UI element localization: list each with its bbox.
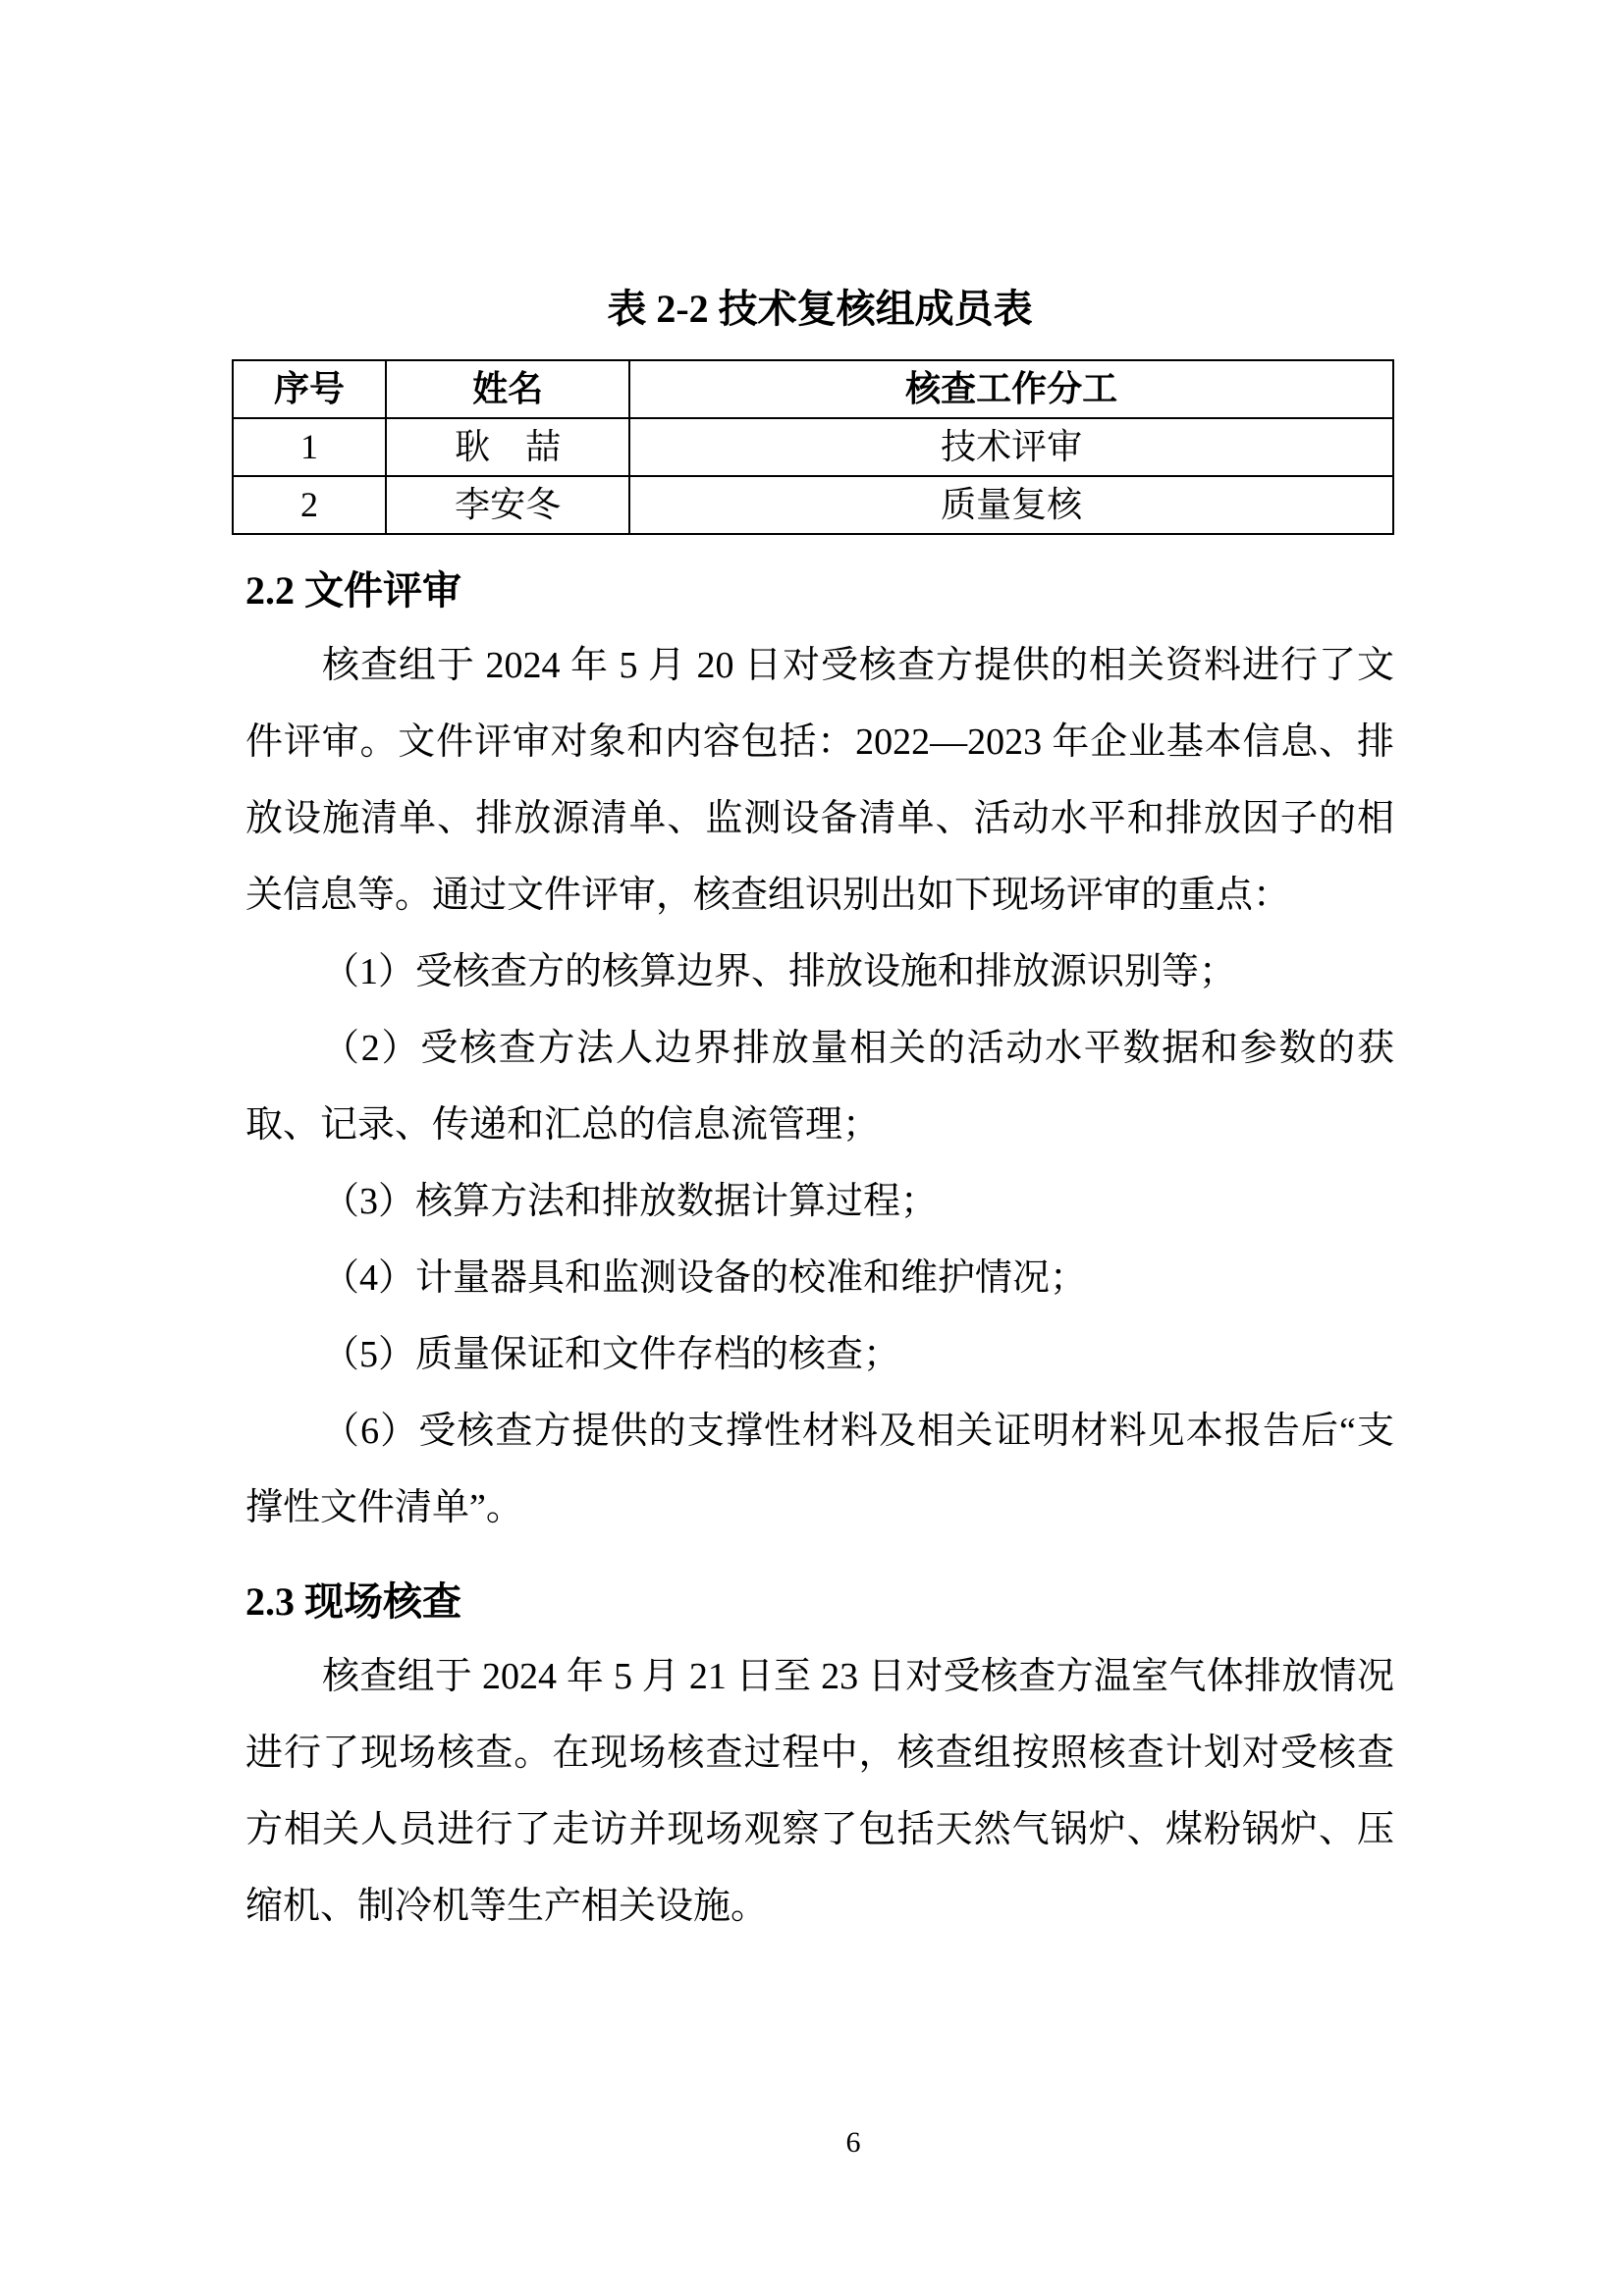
page-number (0, 2126, 1624, 2160)
page-content (245, 0, 1394, 1945)
table-header-row (233, 360, 1393, 418)
paragraph-onsite-verification: 核查组于 2024 年 5 月 21 日至 23 日对受核查方温室气体排放情况进行了现场核查。在现场核查过程中，核查组按照核查计划对受核查方相关人员进行了走访并现场观察了包括天然气锅炉、煤粉锅炉、压缩机、制冷机等生产相关设施。 (245, 1656, 1394, 1927)
paragraph-document-review-intro: 核查组于 2024 年 5 月 20 日对受核查方提供的相关资料进行了文件评审。文件评审对象和内容包括：2022—2023 年企业基本信息、排放设施清单、排放源清单、监测设备清单、活动水平和排放因子的相关信息等。通过文件评审，核查组识别出如下现场评审的重点： (245, 645, 1394, 916)
column-header-name: 姓名 (386, 360, 629, 418)
cell-name: 李安冬 (386, 476, 629, 534)
list-item-2: （2）受核查方法人边界排放量相关的活动水平数据和参数的获取、记录、传递和汇总的信息流管理； (245, 1028, 1394, 1146)
list-item-5: （5）质量保证和文件存档的核查； (322, 1334, 901, 1375)
page-number-value: 6 (845, 2126, 861, 2159)
column-header-no: 序号 (233, 360, 386, 418)
cell-no: 2 (233, 476, 386, 534)
section-heading-2-3: 2.3 现场核查 (245, 1579, 461, 1624)
table-row (233, 418, 1393, 476)
cell-duty: 技术评审 (629, 418, 1393, 476)
cell-duty: 质量复核 (629, 476, 1393, 534)
members-table (232, 359, 1394, 535)
section-heading-2-2: 2.2 文件评审 (245, 568, 461, 613)
cell-name: 耿 喆 (386, 418, 629, 476)
list-item-1: （1）受核查方的核算边界、排放设施和排放源识别等； (322, 951, 1237, 992)
table-row (233, 476, 1393, 534)
cell-no: 1 (233, 418, 386, 476)
list-item-6: （6）受核查方提供的支撑性材料及相关证明材料见本报告后“支撑性文件清单”。 (245, 1411, 1394, 1528)
table-caption: 表 2-2 技术复核组成员表 (607, 287, 1033, 331)
list-item-3: （3）核算方法和排放数据计算过程； (322, 1181, 939, 1222)
column-header-duty: 核查工作分工 (629, 360, 1393, 418)
list-item-4: （4）计量器具和监测设备的校准和维护情况； (322, 1257, 1088, 1299)
